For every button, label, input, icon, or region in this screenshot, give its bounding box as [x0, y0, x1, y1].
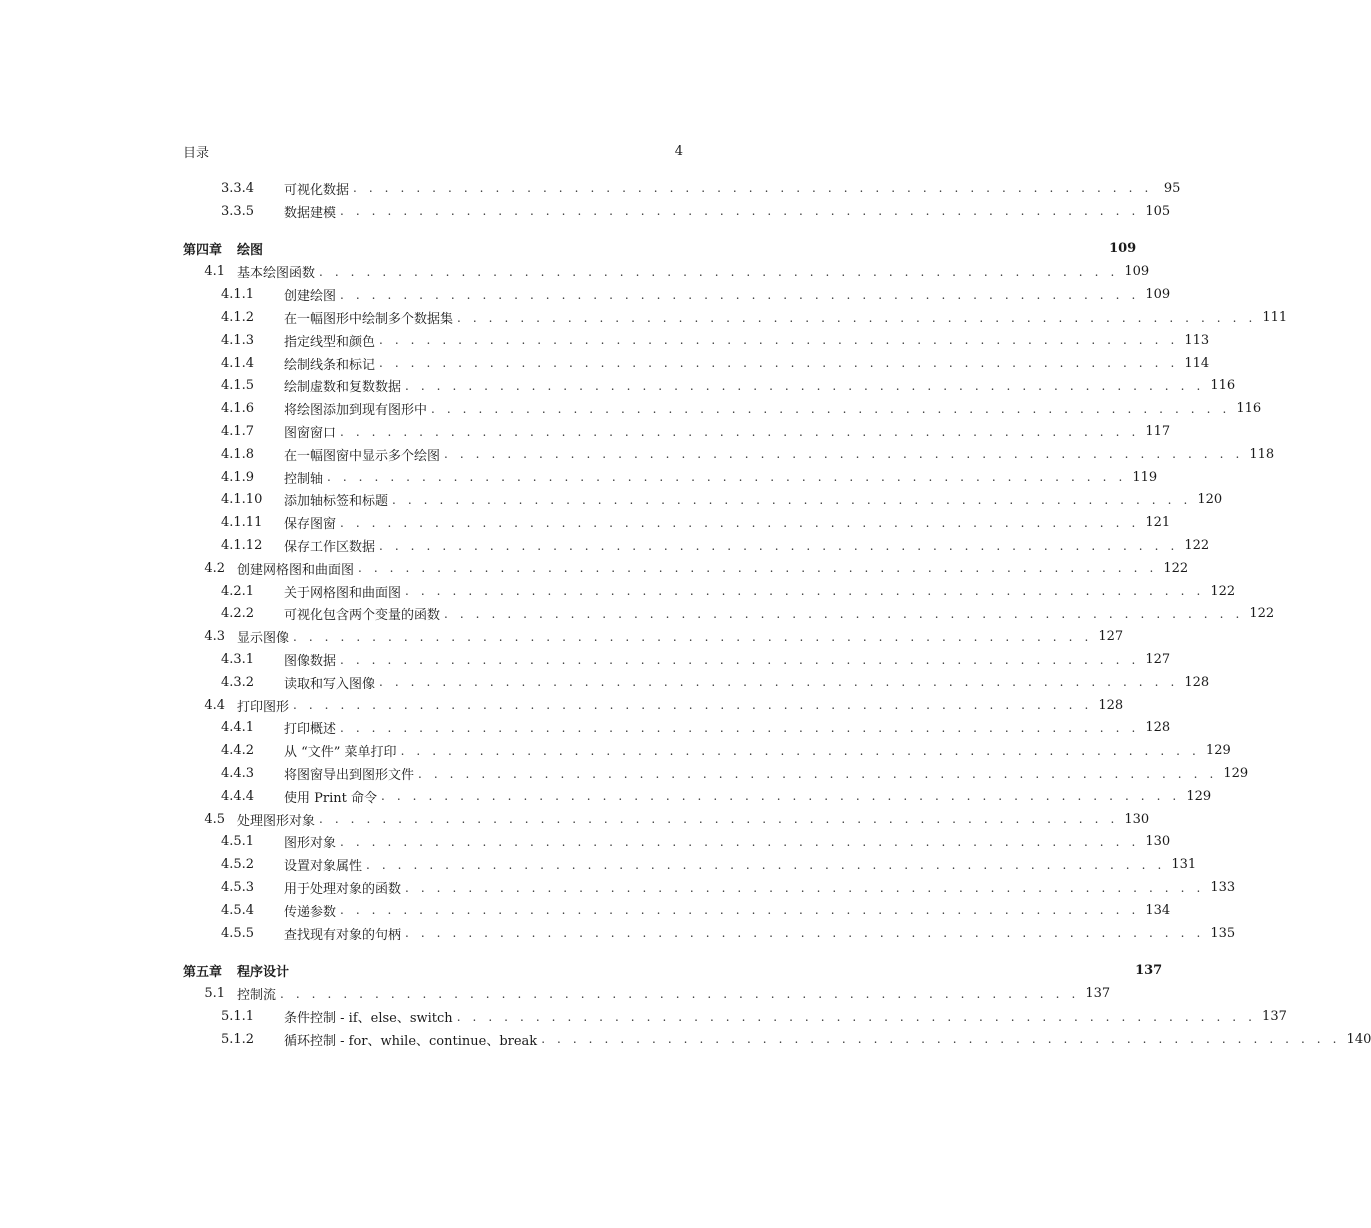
toc-entry-subsection[interactable] [183, 283, 1171, 306]
dot-leader: . . . . . . . . . . . . . . . . . . . . . . . . . . . . . . . . . . . . . . . . . . . . . . . . . . . [319, 264, 1119, 279]
toc-entry-number-text: 4.5.5 [221, 925, 255, 941]
toc-entry-number-text: 4.1.6 [221, 401, 255, 417]
toc-entry-page: 134 [1145, 902, 1171, 918]
dot-leader: . . . . . . . . . . . . . . . . . . . . . . . . . . . . . . . . . . . . . . . . . . . . . . . . . . . [340, 903, 1140, 918]
toc-entry-title: 绘图 [237, 243, 264, 259]
toc-entry-page: 122 [1184, 538, 1210, 554]
toc-entry-page: 109 [1124, 264, 1150, 280]
toc-entry-number [183, 834, 284, 849]
toc-entry-title: 图窗窗口 [284, 426, 337, 442]
toc-entry-title: 保存图窗 [284, 517, 337, 533]
toc-entry-chapter[interactable] [183, 959, 1163, 983]
dot-leader: . . . . . . . . . . . . . . . . . . . . . . . . . . . . . . . . . . . . . . . . . . . . . . . . . . . [541, 1032, 1341, 1047]
toc-entry-number [183, 789, 284, 804]
toc-entry-number [183, 1032, 284, 1047]
toc-entry-subsection[interactable] [183, 831, 1171, 854]
toc-entry-number-text: 4.2.1 [221, 583, 255, 599]
dot-leader: . . . . . . . . . . . . . . . . . . . . . . . . . . . . . . . . . . . . . . . . . . . . . . . . . . . [340, 515, 1140, 530]
toc-entry-title: 打印图形 [237, 699, 290, 715]
toc-entry-number [183, 356, 284, 371]
toc-entry-subsection[interactable] [183, 580, 1236, 603]
toc-entry-page: 111 [1262, 310, 1288, 326]
toc-entry-number [183, 181, 284, 196]
toc-entry-subsection[interactable] [183, 876, 1236, 899]
dot-leader: . . . . . . . . . . . . . . . . . . . . . . . . . . . . . . . . . . . . . . . . . . . . . . . . . . . [379, 356, 1179, 371]
dot-leader: . . . . . . . . . . . . . . . . . . . . . . . . . . . . . . . . . . . . . . . . . . . . . . . . . . . [379, 675, 1179, 690]
toc-entry-page: 129 [1205, 743, 1231, 759]
toc-entry-number-text: 4.4.1 [221, 720, 255, 736]
toc-entry-page: 118 [1249, 446, 1275, 462]
toc-entry-number-text: 4.5.2 [221, 857, 255, 873]
toc-entry-title: 将绘图添加到现有图形中 [284, 403, 428, 419]
toc-entry-number-text: 4.1.9 [221, 469, 255, 485]
dot-leader: . . . . . . . . . . . . . . . . . . . . . . . . . . . . . . . . . . . . . . . . . . . . . . . . . . . [405, 378, 1205, 393]
toc-entry-number-text: 4.5.1 [221, 834, 255, 850]
dot-leader: . . . . . . . . . . . . . . . . . . . . . . . . . . . . . . . . . . . . . . . . . . . . . . . . . . . [379, 333, 1179, 348]
toc-entry-title: 可视化包含两个变量的函数 [284, 608, 441, 624]
toc-entry-number: 4.3 [204, 629, 225, 645]
toc-entry-title: 打印概述 [284, 722, 337, 738]
toc-entry-page: 131 [1171, 857, 1197, 873]
dot-leader: . . . . . . . . . . . . . . . . . . . . . . . . . . . . . . . . . . . . . . . . . . . . . . . . . . . [380, 789, 1181, 804]
dot-leader: . . . . . . . . . . . . . . . . . . . . . . . . . . . . . . . . . . . . . . . . . . . . . . . . . . . [293, 698, 1093, 713]
toc-entry-number-text: 5.1.2 [221, 1031, 255, 1047]
toc-entry-title: 可视化数据 [284, 182, 350, 198]
toc-entry-subsection[interactable] [183, 329, 1210, 352]
dot-leader: . . . . . . . . . . . . . . . . . . . . . . . . . . . . . . . . . . . . . . . . . . . . . . . . . . . [327, 470, 1127, 485]
toc-entry-page: 137 [1085, 986, 1111, 1002]
toc-entry-number-text: 3.3.4 [221, 180, 255, 196]
toc-entry-page: 113 [1184, 332, 1210, 348]
dot-leader: . . . . . . . . . . . . . . . . . . . . . . . . . . . . . . . . . . . . . . . . . . . . . . . . . . . [353, 181, 1153, 196]
toc-entry-number-text: 4.2.2 [221, 606, 255, 622]
toc-entry-page: 128 [1145, 720, 1171, 736]
toc-entry-number-text: 4.1.2 [221, 310, 255, 326]
toc-entry-title: 读取和写入图像 [284, 676, 376, 692]
toc-entry-number [183, 538, 284, 553]
toc-entry-page: 129 [1186, 788, 1212, 804]
toc-entry-number [183, 310, 284, 325]
toc-entry-number [183, 333, 284, 348]
toc-entry-number-text: 4.1.7 [221, 424, 255, 440]
toc-entry-title: 绘制虚数和复数数据 [284, 380, 402, 396]
toc-entry-title: 基本绘图函数 [237, 266, 316, 282]
dot-leader: . . . . . . . . . . . . . . . . . . . . . . . . . . . . . . . . . . . . . . . . . . . . . . . . . . . [319, 812, 1119, 827]
toc-entry-page: 95 [1163, 180, 1181, 196]
toc-entry-subsection[interactable] [183, 1005, 1287, 1028]
toc-entry-section[interactable] [183, 557, 1189, 580]
page-header [183, 141, 683, 161]
toc-entry-subsection[interactable] [183, 489, 1223, 512]
toc-entry-title: 图像数据 [284, 654, 337, 670]
toc-entry-number-text: 4.1.4 [221, 355, 255, 371]
toc-entry-title: 条件控制 - if、else、switch [284, 1011, 453, 1027]
toc-entry-subsection[interactable] [183, 511, 1171, 534]
toc-entry-page: 121 [1145, 515, 1171, 531]
toc-entry-number-text: 4.1.10 [221, 492, 263, 508]
toc-entry-title: 关于网格图和曲面图 [284, 585, 402, 601]
dot-leader: . . . . . . . . . . . . . . . . . . . . . . . . . . . . . . . . . . . . . . . . . . . . . . . . . . . [431, 401, 1231, 416]
toc-entry-number-text: 4.1.3 [221, 332, 255, 348]
toc-entry-page: 128 [1098, 697, 1124, 713]
toc-entry-section[interactable] [183, 808, 1150, 831]
toc-entry-title: 图形对象 [284, 836, 337, 852]
running-head-title: 目录 [183, 145, 210, 161]
dot-leader: . . . . . . . . . . . . . . . . . . . . . . . . . . . . . . . . . . . . . . . . . . . . . . . . . . . [340, 834, 1140, 849]
dot-leader: . . . . . . . . . . . . . . . . . . . . . . . . . . . . . . . . . . . . . . . . . . . . . . . . . . . [293, 629, 1093, 644]
dot-leader: . . . . . . . . . . . . . . . . . . . . . . . . . . . . . . . . . . . . . . . . . . . . . . . . . . . [400, 743, 1200, 758]
toc-entry-page: 109 [1109, 241, 1137, 257]
toc-entry-page: 120 [1197, 492, 1223, 508]
toc-entry-page: 140 [1346, 1031, 1371, 1047]
toc-entry-chapter[interactable] [183, 237, 1137, 261]
toc-entry-number-text: 4.5.3 [221, 880, 255, 895]
toc-entry-section[interactable] [183, 261, 1150, 284]
toc-entry-subsection[interactable] [183, 1028, 1371, 1051]
toc-entry-number [183, 401, 284, 416]
toc-entry-subsection[interactable] [183, 785, 1212, 808]
dot-leader: . . . . . . . . . . . . . . . . . . . . . . . . . . . . . . . . . . . . . . . . . . . . . . . . . . . [340, 204, 1140, 219]
toc-entry-subsection[interactable] [183, 922, 1236, 945]
toc-entry-page: 105 [1145, 203, 1171, 219]
toc-entry-number [183, 1009, 284, 1024]
toc-entry-number [183, 857, 284, 872]
dot-leader: . . . . . . . . . . . . . . . . . . . . . . . . . . . . . . . . . . . . . . . . . . . . . . . . . . . [456, 1009, 1257, 1024]
toc-entry-number [183, 720, 284, 735]
toc-entry-number: 4.2 [204, 560, 225, 576]
toc-entry-number [183, 287, 284, 302]
toc-entry-title: 设置对象属性 [284, 859, 363, 875]
toc-entry-number-text: 4.1.1 [221, 287, 255, 303]
toc-entry-section[interactable] [183, 625, 1124, 648]
toc-entry-number [183, 378, 284, 393]
toc-entry-number [183, 515, 284, 530]
dot-leader: . . . . . . . . . . . . . . . . . . . . . . . . . . . . . . . . . . . . . . . . . . . . . . . . . . . [340, 424, 1140, 439]
toc-entry-title: 传递参数 [284, 904, 337, 920]
toc-entry-title: 数据建模 [284, 205, 337, 221]
toc-entry-number [183, 447, 284, 462]
dot-leader: . . . . . . . . . . . . . . . . . . . . . . . . . . . . . . . . . . . . . . . . . . . . . . . . . . . [366, 857, 1166, 872]
toc-entry-title: 在一幅图形中绘制多个数据集 [284, 312, 454, 328]
dot-leader: . . . . . . . . . . . . . . . . . . . . . . . . . . . . . . . . . . . . . . . . . . . . . . . . . . . [392, 492, 1192, 507]
toc-entry-number [183, 584, 284, 599]
toc-entry-number-text: 4.5.4 [221, 902, 255, 918]
toc-entry-title: 添加轴标签和标题 [284, 494, 389, 510]
toc-entry-number-text: 4.3.2 [221, 674, 255, 690]
toc-entry-page: 130 [1124, 811, 1150, 827]
toc-entry-title: 将图窗导出到图形文件 [284, 768, 415, 784]
dot-leader: . . . . . . . . . . . . . . . . . . . . . . . . . . . . . . . . . . . . . . . . . . . . . . . . . . . [340, 652, 1140, 667]
toc-entry-number [183, 470, 284, 485]
toc-entry-number-text: 5.1.1 [221, 1009, 255, 1025]
toc-entry-page: 137 [1262, 1009, 1287, 1025]
toc-entry-subsection[interactable] [183, 853, 1197, 876]
toc-entry-number [183, 675, 284, 690]
dot-leader: . . . . . . . . . . . . . . . . . . . . . . . . . . . . . . . . . . . . . . . . . . . . . . . . . . . [340, 287, 1140, 302]
toc-entry-number [183, 926, 284, 941]
toc-entry-title: 在一幅图窗中显示多个绘图 [284, 448, 441, 464]
dot-leader: . . . . . . . . . . . . . . . . . . . . . . . . . . . . . . . . . . . . . . . . . . . . . . . . . . . [358, 561, 1158, 576]
dot-leader: . . . . . . . . . . . . . . . . . . . . . . . . . . . . . . . . . . . . . . . . . . . . . . . . . . . [340, 720, 1140, 735]
toc-entry-subsection[interactable] [183, 603, 1275, 626]
toc-entry-title: 显示图像 [237, 631, 290, 647]
toc-entry-page: 116 [1210, 378, 1236, 394]
toc-entry-subsection[interactable] [183, 420, 1171, 443]
toc-entry-title: 创建网格图和曲面图 [237, 562, 355, 578]
toc-entry-number-text: 4.1.11 [221, 515, 263, 531]
toc-entry-subsection[interactable] [183, 466, 1158, 489]
toc-entry-title: 控制轴 [284, 471, 324, 487]
toc-entry-number [183, 492, 284, 507]
toc-entry-page: 117 [1145, 424, 1171, 440]
dot-leader: . . . . . . . . . . . . . . . . . . . . . . . . . . . . . . . . . . . . . . . . . . . . . . . . . . . [405, 880, 1205, 895]
toc-entry-page: 122 [1163, 560, 1189, 576]
toc-entry-subsection[interactable] [183, 648, 1171, 671]
toc-entry-title: 循环控制 - for、while、continue、break [284, 1033, 538, 1049]
toc-entry-page: 122 [1210, 583, 1236, 599]
toc-entry-number [183, 880, 284, 895]
toc-entry-number [183, 766, 284, 781]
toc-entry-subsection[interactable] [183, 443, 1275, 466]
toc-entry-number-text: 4.1.12 [221, 538, 263, 554]
toc-entry-page: 127 [1098, 629, 1124, 645]
toc-entry-number [183, 903, 284, 918]
toc-entry-subsection[interactable] [183, 762, 1249, 785]
toc-entry-subsection[interactable] [183, 352, 1210, 375]
toc-entry-number [183, 652, 284, 667]
toc-entry-number: 4.4 [204, 697, 225, 713]
toc-entry-number-text: 4.4.2 [221, 743, 255, 759]
toc-entry-page: 130 [1145, 834, 1171, 850]
toc-entry-subsection[interactable] [183, 306, 1288, 329]
toc-entry-page: 129 [1223, 766, 1249, 782]
toc-entry-page: 127 [1145, 652, 1171, 668]
toc-entry-number: 4.5 [204, 811, 225, 827]
toc-entry-number [183, 743, 284, 758]
toc-entry-title: 指定线型和颜色 [284, 334, 376, 350]
toc-entry-number [183, 424, 284, 439]
toc-entry-subsection[interactable] [183, 899, 1171, 922]
dot-leader: . . . . . . . . . . . . . . . . . . . . . . . . . . . . . . . . . . . . . . . . . . . . . . . . . . . [379, 538, 1179, 553]
toc-entry-title: 使用 Print 命令 [284, 790, 377, 806]
toc-entry-number-text: 4.4.3 [221, 766, 255, 782]
toc-entry-number [183, 204, 284, 219]
toc-entry-page: 109 [1145, 287, 1171, 303]
toc-entry-number: 4.1 [204, 264, 225, 280]
dot-leader: . . . . . . . . . . . . . . . . . . . . . . . . . . . . . . . . . . . . . . . . . . . . . . . . . . . [405, 926, 1205, 941]
toc-entry-subsection[interactable] [183, 200, 1171, 223]
toc-entry-page: 119 [1132, 469, 1158, 485]
toc-entry-subsection[interactable] [183, 375, 1236, 398]
toc-entry-subsection[interactable] [183, 717, 1171, 740]
toc-entry-page: 133 [1210, 880, 1236, 895]
toc-entry-page: 135 [1210, 925, 1236, 941]
toc-entry-number: 第四章 [183, 243, 223, 259]
toc-entry-subsection[interactable] [183, 671, 1210, 694]
toc-entry-title: 保存工作区数据 [284, 540, 376, 556]
dot-leader: . . . . . . . . . . . . . . . . . . . . . . . . . . . . . . . . . . . . . . . . . . . . . . . . . . . [444, 447, 1244, 462]
toc-entry-subsection[interactable] [183, 397, 1262, 420]
toc-entry-title: 绘制线条和标记 [284, 357, 376, 373]
toc-entry-number-text: 4.1.5 [221, 378, 255, 394]
toc-entry-title: 查找现有对象的句柄 [284, 927, 402, 943]
page-number: 4 [674, 143, 683, 159]
toc-entry-title: 用于处理对象的函数 [284, 882, 402, 897]
toc-entry-title: 控制流 [237, 988, 277, 1004]
toc-entry-number-text: 3.3.5 [221, 203, 255, 219]
dot-leader: . . . . . . . . . . . . . . . . . . . . . . . . . . . . . . . . . . . . . . . . . . . . . . . . . . . [405, 584, 1205, 599]
dot-leader: . . . . . . . . . . . . . . . . . . . . . . . . . . . . . . . . . . . . . . . . . . . . . . . . . . . [280, 986, 1080, 1001]
table-of-contents [183, 177, 1371, 1051]
toc-entry-title: 从 “文件” 菜单打印 [284, 745, 397, 761]
dot-leader: . . . . . . . . . . . . . . . . . . . . . . . . . . . . . . . . . . . . . . . . . . . . . . . . . . . [444, 606, 1244, 621]
toc-entry-page: 137 [1135, 963, 1163, 978]
toc-entry-page: 122 [1249, 606, 1275, 622]
toc-entry-page: 116 [1236, 401, 1262, 417]
dot-leader: . . . . . . . . . . . . . . . . . . . . . . . . . . . . . . . . . . . . . . . . . . . . . . . . . . . [418, 766, 1218, 781]
toc-entry-title: 处理图形对象 [237, 813, 316, 829]
toc-entry-number-text: 4.3.1 [221, 652, 255, 668]
toc-entry-number: 第五章 [183, 965, 223, 980]
toc-entry-title: 程序设计 [237, 965, 290, 980]
toc-entry-section[interactable] [183, 983, 1111, 1006]
toc-entry-number-text: 4.1.8 [221, 446, 255, 462]
toc-entry-subsection[interactable] [183, 177, 1181, 200]
toc-entry-number-text: 4.4.4 [221, 788, 255, 804]
toc-entry-subsection[interactable] [183, 739, 1231, 762]
dot-leader: . . . . . . . . . . . . . . . . . . . . . . . . . . . . . . . . . . . . . . . . . . . . . . . . . . . [457, 310, 1257, 325]
toc-entry-page: 128 [1184, 674, 1210, 690]
toc-entry-page: 114 [1184, 355, 1210, 371]
toc-entry-section[interactable] [183, 694, 1124, 717]
toc-entry-number [183, 606, 284, 621]
toc-entry-number: 5.1 [204, 986, 225, 1002]
toc-entry-title: 创建绘图 [284, 289, 337, 305]
toc-entry-subsection[interactable] [183, 534, 1210, 557]
